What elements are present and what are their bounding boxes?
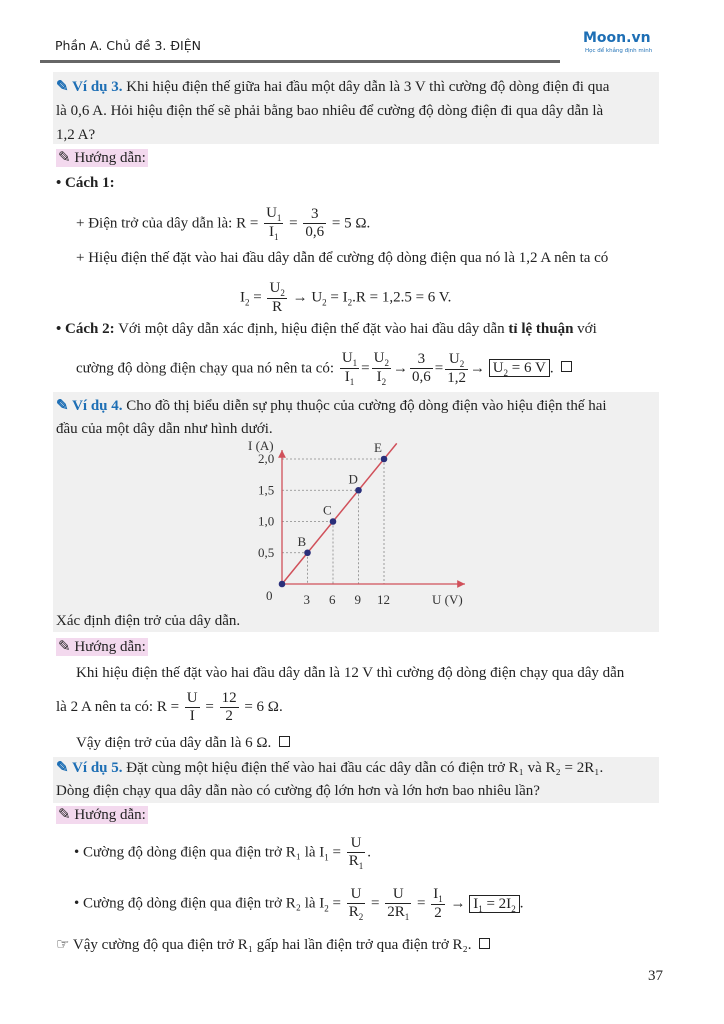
point-C	[330, 518, 337, 525]
ex3-method2-line2: cường độ dòng điện chạy qua nó nên ta có: $\frac{U_1}{I_1}$ = $\frac{U_2}{I_2}$ → $\frac{3}{0,6}$ = $\frac{U_2}{1,2}$ → $U_2 = 6$ V .	[76, 350, 572, 388]
ex3-method1-title: • Cách 1:	[56, 175, 115, 191]
ex3-guide: ✎ Hướng dẫn:	[58, 150, 146, 166]
point-E	[381, 456, 388, 463]
point-label-E: E	[374, 440, 382, 455]
pen-icon: ✎	[56, 760, 73, 776]
ex3-method1-line1: + Điện trở của dây dẫn là: R = $\frac{U_1}{I_1}$ = $\frac{3}{0,6}$ = 5 Ω.	[76, 205, 371, 243]
x-tick-label: 6	[329, 592, 336, 607]
ex4-answer-line1: Khi hiệu điện thế đặt vào hai đầu dây dẫn là 12 V thì cường độ dòng điện chạy qua dây dẫn	[76, 665, 625, 681]
pen-icon: ✎	[56, 398, 73, 414]
ex3-question-line3: 1,2 A?	[56, 127, 96, 143]
point-label-B: B	[297, 533, 307, 549]
ex3-method1-formula: $I_2$ = $\frac{U_2}{R}$ → $U_2 = I_2.R = 1,2.5 = 6$ V.	[240, 280, 452, 316]
y-tick-label: 0,5	[258, 544, 275, 560]
point-label-C: C	[323, 502, 332, 518]
x-tick-label: 12	[377, 592, 390, 607]
point-O	[279, 581, 286, 588]
ex4-guide: ✎ Hướng dẫn:	[58, 639, 146, 655]
ex5-guide: ✎ Hướng dẫn:	[58, 807, 146, 823]
page-number: 37	[648, 968, 663, 984]
ex3-question-line2: là 0,6 A. Hỏi hiệu điện thế sẽ phải bằng bao nhiêu để cường độ dòng điện đi qua dây dẫn là	[56, 103, 604, 119]
header-title: Phần A. Chủ đề 3. ĐIỆN	[55, 38, 201, 53]
origin-label: 0	[266, 588, 273, 603]
ex5-bullet2: • Cường độ dòng điện qua điện trở R₂ là $I_2$ = $\frac{U}{R_2}$ = $\frac{U}{2R_1}$ = $\frac{I_1}{2}$ → $I_1 = 2I_2$ .	[74, 886, 524, 923]
ex4-question-line1: ✎ Ví dụ 4. Cho đồ thị biểu diễn sự phụ thuộc của cường độ dòng điện vào hiệu điện thế hai	[56, 398, 607, 414]
ex5-question-line2: Dòng điện chạy qua dây dẫn nào có cường độ lớn hơn và lớn hơn bao nhiêu lần?	[56, 783, 540, 799]
logo: Moon.vn	[583, 30, 651, 46]
ex4-answer-line3: Vậy điện trở của dây dẫn là 6 Ω.	[76, 736, 290, 751]
logo-tagline: Học để khẳng định mình	[585, 48, 653, 54]
pen-icon: ✎	[58, 807, 75, 823]
ex5-conclusion: ☞ Vậy cường độ qua điện trở R₁ gấp hai lần điện trở qua điện trở R₂.	[56, 938, 490, 953]
ex5-bullet1: • Cường độ dòng điện qua điện trở R₁ là $I_1$ = $\frac{U}{R_1}$ .	[74, 835, 372, 872]
ex4-question-line2: đầu của một dây dẫn như hình dưới.	[56, 421, 273, 437]
end-square-icon	[279, 736, 290, 747]
pen-icon: ✎	[58, 639, 75, 655]
iu-chart	[240, 436, 480, 611]
y-axis-label: I (A)	[248, 438, 274, 453]
end-square-icon	[561, 361, 572, 372]
pen-icon: ✎	[58, 150, 75, 166]
ex4-answer-line2: là 2 A nên ta có: R = $\frac{U}{I}$ = $\frac{12}{2}$ = 6 Ω.	[56, 690, 283, 725]
y-tick-label: 1,5	[258, 482, 275, 498]
ex4-question-line3: Xác định điện trở của dây dẫn.	[56, 613, 241, 629]
x-axis-label: U (V)	[432, 592, 463, 607]
ex5-question-line1: ✎ Ví dụ 5. Đặt cùng một hiệu điện thế vào hai đầu các dây dẫn có điện trở R₁ và R₂ = 2R₁.	[56, 760, 604, 776]
header-rule	[40, 60, 560, 63]
end-square-icon	[479, 938, 490, 949]
x-tick-label: 9	[354, 592, 361, 607]
series-line	[282, 443, 397, 584]
ex3-question-line1: ✎ Ví dụ 3. Khi hiệu điện thế giữa hai đầu một dây dẫn là 3 V thì cường độ dòng điện đi qua	[56, 79, 610, 95]
pen-icon: ✎	[56, 79, 73, 95]
point-B	[304, 549, 311, 556]
ex3-method2-line1: • Cách 2: Với một dây dẫn xác định, hiệu điện thế đặt vào hai đầu dây dẫn tỉ lệ thuận với	[56, 321, 597, 337]
point-label-D: D	[348, 471, 358, 487]
x-tick-label: 3	[303, 592, 310, 607]
ex3-method1-line2: + Hiệu điện thế đặt vào hai đầu dây dẫn để cường độ dòng điện qua nó là 1,2 A nên ta có	[76, 250, 609, 266]
point-D	[355, 487, 362, 494]
y-tick-label: 1,0	[258, 513, 275, 529]
y-tick-label: 2,0	[258, 451, 275, 466]
